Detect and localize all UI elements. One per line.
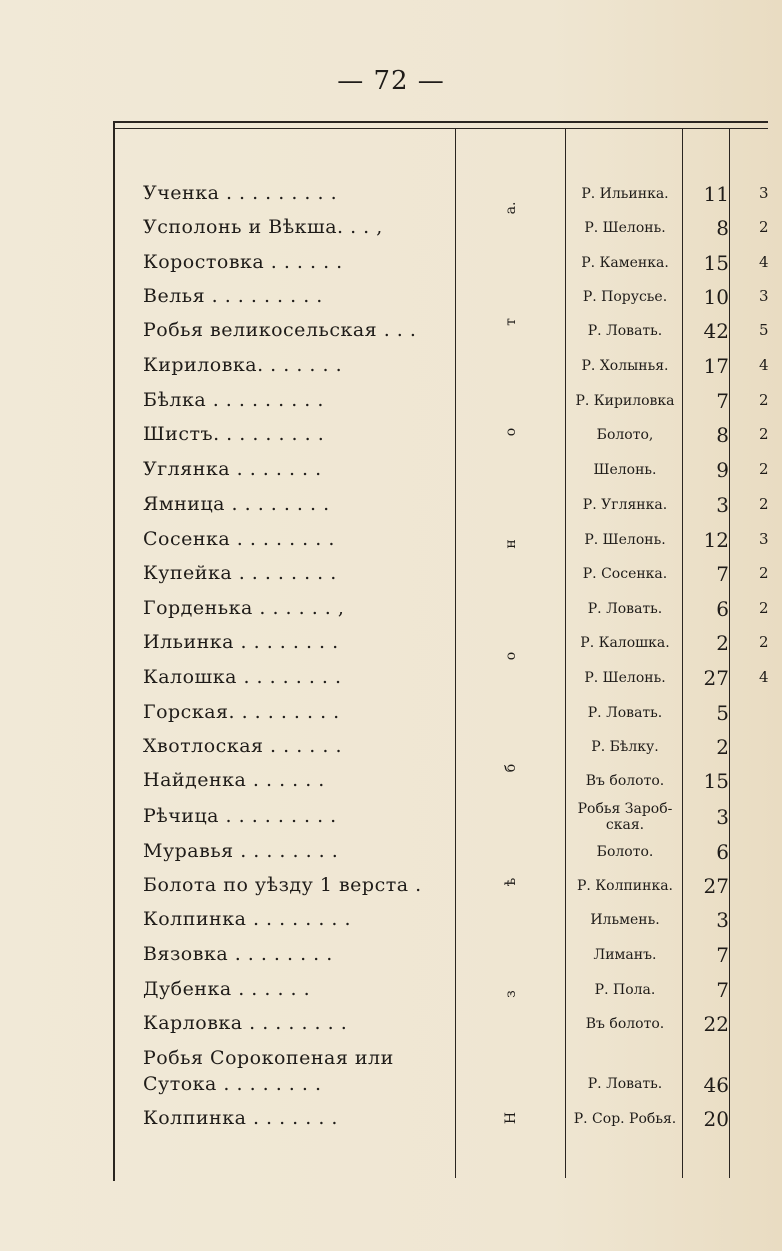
river-outflow: Р. Бѣлку. <box>591 739 659 755</box>
river-outflow: Болото, <box>596 427 654 443</box>
river-length: 12 <box>703 528 729 552</box>
river-length: 6 <box>716 597 729 621</box>
vertical-label-char: з <box>503 990 519 998</box>
river-outflow: Лиманъ. <box>593 947 657 963</box>
river-length: 9 <box>716 458 729 482</box>
river-length: 6 <box>716 840 729 864</box>
river-name: Горская. . . . . . . . . <box>143 701 340 723</box>
river-length: 7 <box>716 389 729 413</box>
river-name: Робья Сорокопеная или Сутока . . . . . . . . <box>143 1047 394 1095</box>
table-row <box>0 454 782 488</box>
table-row <box>0 178 782 212</box>
river-length: 10 <box>703 285 729 309</box>
river-length: 15 <box>703 769 729 793</box>
river-outflow: Шелонь. <box>593 462 657 478</box>
table-row <box>0 974 782 1008</box>
river-outflow: Ильмень. <box>590 912 660 928</box>
river-name: Кириловка. . . . . . . <box>143 354 343 376</box>
river-outflow: Р. Ловать. <box>587 323 663 339</box>
river-outflow: Р. Ловать. <box>587 1076 663 1092</box>
river-length: 46 <box>703 1073 729 1097</box>
cutoff-value: 3 <box>759 184 769 202</box>
river-name: Вязовка . . . . . . . . <box>143 943 333 965</box>
river-length: 3 <box>716 805 729 829</box>
river-outflow: Р. Холынья. <box>581 358 669 374</box>
table-row <box>0 1103 782 1137</box>
river-length: 2 <box>716 735 729 759</box>
river-length: 20 <box>703 1107 729 1131</box>
table-row <box>0 419 782 453</box>
river-outflow: Р. Каменка. <box>581 255 669 271</box>
vertical-label-char: т <box>503 318 519 326</box>
river-length: 27 <box>703 666 729 690</box>
table-row <box>0 558 782 592</box>
table-row <box>0 731 782 765</box>
river-outflow: Болото. <box>596 844 654 860</box>
cutoff-value: 2 <box>759 460 769 478</box>
river-name: Купейка . . . . . . . . <box>143 562 337 584</box>
river-name: Велья . . . . . . . . . <box>143 285 323 307</box>
river-outflow: Р. Пола. <box>594 982 656 998</box>
cutoff-value: 3 <box>759 287 769 305</box>
table-row <box>0 212 782 246</box>
table-row <box>0 593 782 627</box>
river-length: 7 <box>716 562 729 586</box>
cutoff-value: 2 <box>759 599 769 617</box>
cutoff-value: 3 <box>759 530 769 548</box>
page-number: — 72 — <box>337 66 445 96</box>
river-length: 17 <box>703 354 729 378</box>
river-outflow: Р. Калошка. <box>580 635 670 651</box>
river-length: 3 <box>716 493 729 517</box>
river-name: Коростовка . . . . . . <box>143 251 343 273</box>
river-length: 42 <box>703 319 729 343</box>
table-row <box>0 627 782 661</box>
river-outflow: Р. Шелонь. <box>584 670 666 686</box>
table-row <box>0 904 782 938</box>
table-row <box>0 765 782 799</box>
river-name: Дубенка . . . . . . <box>143 978 311 1000</box>
table-row <box>0 247 782 281</box>
cutoff-value: 4 <box>759 668 769 686</box>
river-length: 8 <box>716 423 729 447</box>
river-name: Ильинка . . . . . . . . <box>143 631 339 653</box>
river-name: Болота по уѣзду 1 верста . <box>143 874 422 896</box>
river-name: Рѣчица . . . . . . . . . <box>143 805 337 827</box>
river-name: Ученка . . . . . . . . . <box>143 182 338 204</box>
river-name: Бѣлка . . . . . . . . . <box>143 389 324 411</box>
river-outflow: Р. Порусье. <box>582 289 668 305</box>
river-length: 7 <box>716 978 729 1002</box>
cutoff-value: 2 <box>759 218 769 236</box>
river-length: 22 <box>703 1012 729 1036</box>
river-name: Робья великосельская . . . <box>143 319 417 341</box>
table-row <box>0 350 782 384</box>
river-length: 15 <box>703 251 729 275</box>
river-name: Сосенка . . . . . . . . <box>143 528 335 550</box>
river-outflow: Р. Сор. Робья. <box>573 1111 677 1127</box>
river-length: 2 <box>716 631 729 655</box>
river-length: 7 <box>716 943 729 967</box>
vertical-label-char: б <box>503 763 519 773</box>
river-length: 5 <box>716 701 729 725</box>
table-row <box>0 489 782 523</box>
cutoff-value: 4 <box>759 253 769 271</box>
river-outflow: Р. Шелонь. <box>584 220 666 236</box>
river-name: Колпинка . . . . . . . <box>143 1107 338 1129</box>
river-name: Усполонь и Вѣкша. . . , <box>143 216 383 238</box>
cutoff-value: 4 <box>759 356 769 374</box>
river-outflow: Р. Углянка. <box>582 497 668 513</box>
river-outflow: Р. Сосенка. <box>582 566 668 582</box>
river-name: Муравья . . . . . . . . <box>143 840 339 862</box>
cutoff-value: 2 <box>759 495 769 513</box>
vertical-label-char: Н <box>503 1111 519 1125</box>
river-outflow: Р. Ловать. <box>587 705 663 721</box>
cutoff-value: 2 <box>759 425 769 443</box>
river-name: Найденка . . . . . . <box>143 769 325 791</box>
river-name: Калошка . . . . . . . . <box>143 666 342 688</box>
table-row <box>0 662 782 696</box>
river-outflow: Р. Кириловка <box>575 393 675 409</box>
river-outflow: Въ болото. <box>585 773 665 789</box>
river-name: Хвотлоская . . . . . . <box>143 735 342 757</box>
table-top-rule <box>113 121 768 123</box>
river-outflow: Робья Зароб-ская. <box>577 801 673 833</box>
river-length: 8 <box>716 216 729 240</box>
vertical-label-char: н <box>503 539 519 549</box>
vertical-label-char: о <box>503 651 519 661</box>
vertical-label-char: ѣ <box>503 877 519 887</box>
table-row <box>0 315 782 349</box>
river-outflow: Р. Ильинка. <box>581 186 669 202</box>
vertical-label-char: о <box>503 427 519 437</box>
cutoff-value: 2 <box>759 564 769 582</box>
table-row <box>0 939 782 973</box>
river-length: 27 <box>703 874 729 898</box>
table-row <box>0 281 782 315</box>
table-row <box>0 1008 782 1042</box>
cutoff-value: 5 <box>759 321 769 339</box>
table-row <box>0 524 782 558</box>
river-name: Ямница . . . . . . . . <box>143 493 330 515</box>
river-name: Колпинка . . . . . . . . <box>143 908 352 930</box>
table-row <box>0 870 782 904</box>
cutoff-value: 2 <box>759 391 769 409</box>
river-outflow: Р. Шелонь. <box>584 532 666 548</box>
table-row <box>0 836 782 870</box>
cutoff-value: 2 <box>759 633 769 651</box>
table-row <box>0 385 782 419</box>
table-row <box>0 801 782 835</box>
river-name: Горденька . . . . . . , <box>143 597 345 619</box>
river-name: Карловка . . . . . . . . <box>143 1012 348 1034</box>
river-outflow: Р. Ловать. <box>587 601 663 617</box>
river-length: 3 <box>716 908 729 932</box>
river-outflow: Р. Колпинка. <box>576 878 674 894</box>
vertical-label-char: а. <box>503 201 519 215</box>
river-length: 11 <box>703 182 729 206</box>
river-name: Шистъ. . . . . . . . . <box>143 423 325 445</box>
table-row <box>0 1047 782 1099</box>
table-row <box>0 697 782 731</box>
table-top-rule-thin <box>113 128 768 129</box>
river-outflow: Въ болото. <box>585 1016 665 1032</box>
river-name: Углянка . . . . . . . <box>143 458 322 480</box>
